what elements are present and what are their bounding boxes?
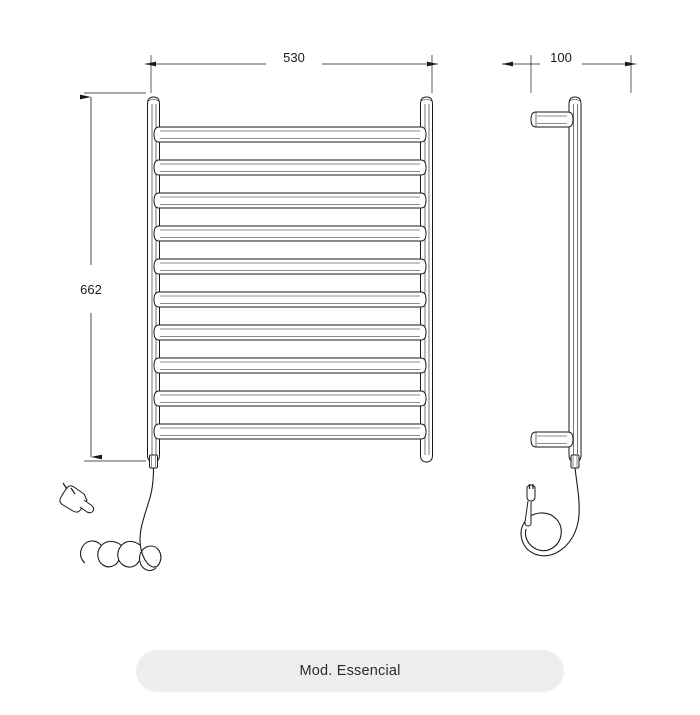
rail [154, 391, 426, 406]
side-cable-gland [571, 455, 579, 468]
dim-height-label: 662 [80, 282, 102, 297]
front-power-plug [60, 483, 94, 513]
front-left-post [148, 97, 160, 462]
rail [154, 259, 426, 274]
side-post [569, 97, 581, 462]
caption-bar [136, 650, 564, 692]
front-view [60, 55, 438, 570]
rail [154, 193, 426, 208]
front-cable-gland [150, 455, 158, 468]
side-power-plug [525, 484, 535, 526]
dim-depth-label: 100 [550, 50, 572, 65]
side-depth-extension-lines [531, 55, 631, 93]
model-caption: Mod. Essencial [299, 663, 401, 679]
front-right-post [421, 97, 433, 462]
dim-width-label: 530 [283, 50, 305, 65]
rail [154, 325, 426, 340]
rail [154, 160, 426, 175]
rail [154, 292, 426, 307]
side-view [502, 55, 636, 556]
rail [154, 226, 426, 241]
front-rails [154, 127, 426, 439]
rail [154, 358, 426, 373]
rail [154, 424, 426, 439]
side-top-rail-stub [531, 112, 573, 127]
rail [154, 127, 426, 142]
side-bottom-rail-stub [531, 432, 573, 447]
front-height-extension-lines [84, 93, 146, 461]
front-power-cable [81, 468, 161, 570]
